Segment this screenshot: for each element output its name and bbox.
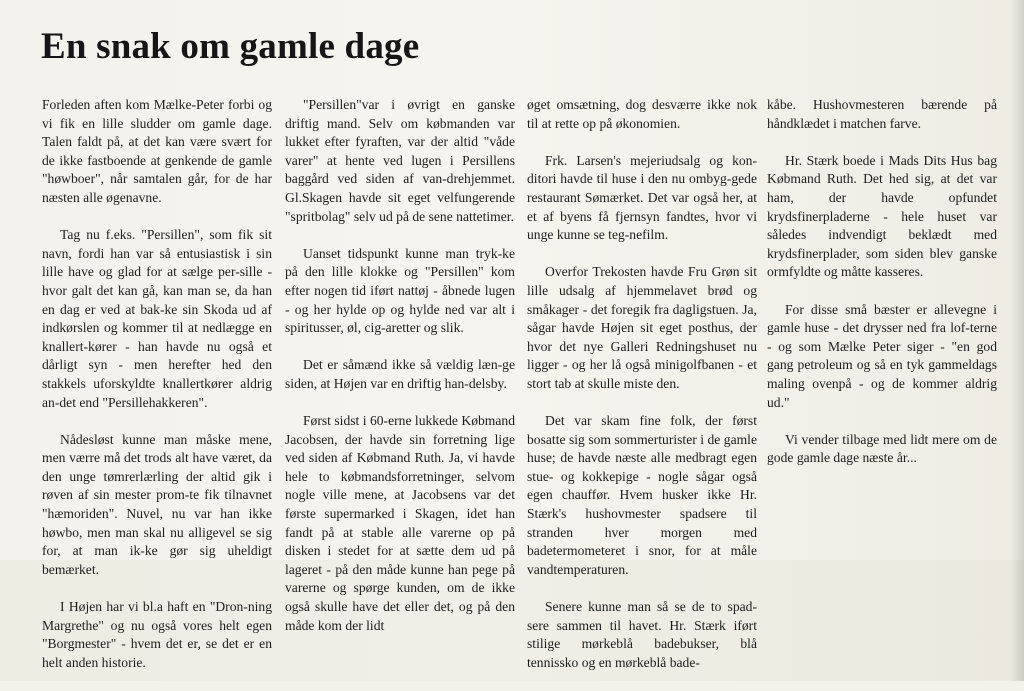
paragraph: Vi vender tilbage med lidt mere om de gode gamle dage næste år... [767, 431, 997, 466]
paragraph: For disse små bæster er allevegne i gamle huse - det drysser ned fra lof-terne - og som Mælke Peter siger - "en god gang petroleum og så en tyk gammeldags maling ovenpå - og de kommer aldrig ud." [767, 301, 997, 410]
paragraph: Overfor Trekosten havde Fru Grøn sit lille udsalg af hjemmelavet brød og småkager - det foregik fra dagligstuen. Ja, sågar havde Højen sit eget posthus, der hvor det nye Galleri Redningshuset nu ligger - og her lå også minigolfbanen - et stort tab at skulle miste den. [527, 264, 757, 391]
paragraph: Nådesløst kunne man måske mene, men værre må det trods alt have været, da den unge tømrerlærling der altid gik i røven af sin mester prom-te fik tilnavnet "hæmoriden". Nuvel, nu var han ikke høwbo, men man skal nu alligevel se sig for, at man ik-ke gør sig uheldigt bemærket. [42, 431, 272, 577]
article-column-3 [527, 96, 757, 691]
article-title: En snak om gamle dage [41, 26, 420, 67]
article-column-4 [767, 96, 997, 486]
paragraph: Uanset tidspunkt kunne man tryk-ke på den lille klokke og "Persillen" kom efter nogen tid iført nattøj - åbnede lugen - og her hylde op og hylde ned var alt i spiritusser, øl, cig-aretter og slik. [285, 245, 515, 336]
paragraph: "Persillen"var i øvrigt en ganske driftig mand. Selv om købmanden var lukket efter fyraften, var der altid "våde varer" at hente ved lugen i Persillens baggård ved siden af van-drehjemmet. Gl.Skagen havde sit eget velfungerende "spritbolag" selv ud på de sene nattetimer. [285, 97, 515, 224]
page-fold-shadow [1010, 0, 1024, 681]
paragraph: Senere kunne man så se de to spad-sere sammen til havet. Hr. Stærk iført stilige mørkeblå badebukser, blå tennissko og en mørkeblå bade- [527, 599, 757, 670]
paragraph: Det var skam fine folk, der først bosatte sig som sommerturister i de gamle huse; de havde næste alle medbragt egen stue- og kokkepige - nogle sågar også egen chauffør. Hvem husker ikke Hr. Stærk's hushovmester spadsere til stranden hver morgen med badetermometeret i snor, for at måle vandtemperaturen. [527, 413, 757, 577]
paragraph: Tag nu f.eks. "Persillen", som fik sit navn, fordi han var så entusiastisk i sin lille have og glad for at sælge per-sille - hvor galt det kan gå, kan man se, da han en dag er ved at bak-ke sin Skoda ud af indkørslen og kommer til at nedlægge en knallert-kører - han havde nu også et dårligt syn - men herefter hed den stakkels uforskyldte knallertkører aldrig an-det end "Persillehakkeren". [42, 227, 272, 410]
paragraph: kåbe. Hushovmesteren bærende på håndklædet i matchen farve. [767, 97, 997, 131]
paragraph: I Højen har vi bl.a haft en "Dron-ning Margrethe" og nu også vores helt egen "Borgmester" - hvem det er, se det er en helt anden historie. [42, 599, 272, 670]
paragraph: Først sidst i 60-erne lukkede Købmand Jacobsen, der havde sin forretning lige ved siden af Købmand Ruth. Ja, vi havde hele to købmandsforretninger, selvom nogle ville mene, at Jacobsens var det første supermarked i Skagen, idet han fandt på at stable alle varerne op på disken i stedet for at sætte dem ud på lageret - på den måde kunne han pege på varerne og spørge kunden, om de ikke også skulle have det eller det, og på den måde kom der lidt [285, 413, 515, 633]
paragraph: Forleden aften kom Mælke-Peter forbi og vi fik en lille sludder om gamle dage. Talen faldt på, at det kan være svært for de ikke fastboende at genkende de gamle "høwboer", når samtalen går, for de har næsten alle øgenavne. [42, 97, 272, 205]
paragraph: Frk. Larsen's mejeriudsalg og kon-ditori havde til huse i den nu ombyg-gede restaurant Sømærket. Det var også her, at et af byens få fjernsyn fandtes, hvor vi unge kunne se teg-nefilm. [527, 152, 757, 243]
paragraph: Hr. Stærk boede i Mads Dits Hus bag Købmand Ruth. Det hed sig, at det var ham, der havde opfundet krydsfinerpladerne - hele huset var således indvendigt beklædt med krydsfinerplader, som siden blev ganske ormfyldte og måtte kasseres. [767, 152, 997, 280]
article-column-2 [285, 96, 515, 654]
paragraph: øget omsætning, dog desværre ikke nok til at rette op på økonomien. [527, 97, 757, 131]
article-column-1 [42, 96, 272, 691]
paragraph: Det er såmænd ikke så vældig læn-ge siden, at Højen var en driftig han-delsby. [285, 357, 515, 391]
